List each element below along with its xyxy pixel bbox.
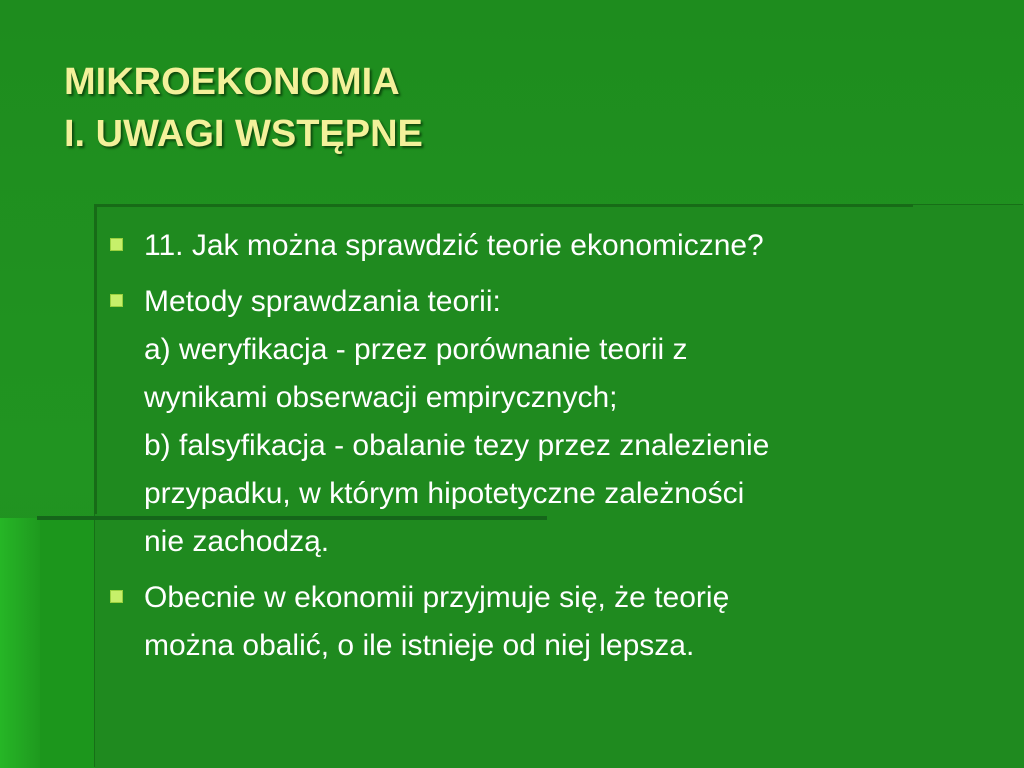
bullet-item bbox=[108, 278, 988, 566]
bullet-text: a) weryfikacja - przez porównanie teorii z bbox=[144, 333, 688, 366]
bullet-list bbox=[108, 222, 988, 678]
bullet-text: przypadku, w którym hipotetyczne zależności bbox=[144, 477, 745, 510]
decorative-stripe bbox=[0, 518, 40, 768]
bullet-text: wynikami obserwacji empirycznych; bbox=[144, 381, 618, 414]
decorative-stripe-inner bbox=[40, 518, 95, 768]
bullet-text: b) falsyfikacja - obalanie tezy przez znalezienie bbox=[144, 429, 770, 462]
title-line-1: MIKROEKONOMIA bbox=[64, 61, 400, 103]
square-bullet-icon bbox=[110, 294, 123, 307]
decorative-rule-left bbox=[94, 204, 97, 514]
square-bullet-icon bbox=[110, 590, 123, 603]
slide-title bbox=[64, 56, 964, 160]
bullet-item bbox=[108, 574, 988, 670]
bullet-item bbox=[108, 222, 988, 270]
decorative-rule-top bbox=[95, 204, 913, 207]
bullet-text: nie zachodzą. bbox=[144, 525, 330, 558]
square-bullet-icon bbox=[110, 238, 123, 251]
bullet-text: 11. Jak można sprawdzić teorie ekonomiczne? bbox=[144, 229, 764, 262]
title-line-2: I. UWAGI WSTĘPNE bbox=[64, 113, 423, 155]
bullet-text: można obalić, o ile istnieje od niej lepsza. bbox=[144, 629, 695, 662]
bullet-text: Obecnie w ekonomii przyjmuje się, że teorię bbox=[144, 581, 730, 614]
bullet-text: Metody sprawdzania teorii: bbox=[144, 285, 501, 318]
